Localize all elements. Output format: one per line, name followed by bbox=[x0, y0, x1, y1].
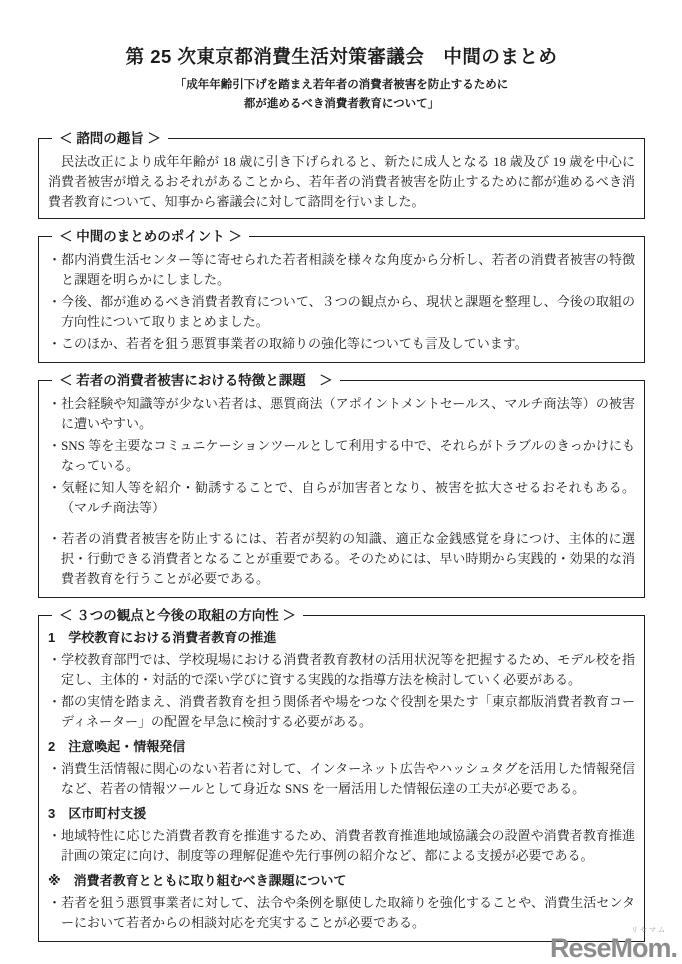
section-directions-box bbox=[38, 608, 645, 942]
section-shimon-heading: ＜ 諮問の趣旨 ＞ bbox=[52, 129, 168, 148]
resemom-logo-tagline: リセマム bbox=[631, 927, 667, 934]
subsection-1-title: 1 学校教育における消費者教育の推進 bbox=[48, 630, 277, 645]
subsection-3-title: 3 区市町村支援 bbox=[48, 806, 147, 821]
section-features-bullet-2: ・SNS 等を主要なコミュニケーションツールとして利用する中で、それらがトラブルのきっかけにもなっている。 bbox=[48, 438, 635, 473]
section-shimon-body: 民法改正により成年年齢が 18 歳に引き下げられると、新たに成人となる 18 歳及び 19 歳を中心に消費者被害が増えるおそれがあることから、若年者の消費者被害を防止するために都が進めるべき消費者教育について、知事から審議会に対して諮問を行いました。 bbox=[48, 154, 635, 209]
section-points-bullet-2: ・今後、都が進めるべき消費者教育について、３つの観点から、現状と課題を整理し、今後の取組の方向性について取りまとめました。 bbox=[48, 294, 635, 329]
section-features-bullet-4: ・若者の消費者被害を防止するには、若者が契約の知識、適正な金銭感覚を身につけ、主体的に選択・行動できる消費者となることが重要である。そのためには、早い時期から実践的・効果的な消費者教育を行うことが必要である。 bbox=[48, 531, 635, 586]
section-features-box bbox=[38, 373, 645, 598]
subsection-note-bullet-1: ・若者を狙う悪質事業者に対して、法令や条例を駆使した取締りを強化することや、消費生活センターにおいて若者からの相談対応を充実することが必要である。 bbox=[48, 895, 635, 930]
resemom-logo-wordmark: ReseMom. bbox=[549, 933, 677, 963]
section-points-bullet-3: ・このほか、若者を狙う悪質事業者の取締りの強化等についても言及しています。 bbox=[48, 336, 528, 351]
resemom-logo bbox=[550, 927, 677, 962]
section-shimon-box bbox=[38, 131, 645, 219]
section-features-bullet-3: ・気軽に知人等を紹介・勧誘することで、自らが加害者となり、被害を拡大させるおそれもある。（マルチ商法等） bbox=[48, 480, 635, 515]
section-features-heading: ＜ 若者の消費者被害における特徴と課題 ＞ bbox=[52, 371, 340, 390]
subsection-1-bullet-1: ・学校教育部門では、学校現場における消費者教育教材の活用状況等を把握するため、モデル校を指定し、主体的・対話的で深い学びに資する実践的な指導方法を検討していく必要がある。 bbox=[48, 652, 635, 687]
page-subtitle bbox=[38, 76, 645, 114]
page-subtitle-line-1: 「成年年齢引下げを踏まえ若年者の消費者被害を防止するために bbox=[174, 79, 509, 91]
section-points-heading: ＜ 中間のまとめのポイント ＞ bbox=[52, 227, 249, 246]
subsection-2-title: 2 注意喚起・情報発信 bbox=[48, 739, 186, 754]
subsection-1-bullet-2: ・都の実情を踏まえ、消費者教育を担う関係者や場をつなぐ役割を果たす「東京都版消費者教育コーディネーター」の配置を早急に検討する必要がある。 bbox=[48, 694, 635, 729]
page-title: 第 25 次東京都消費生活対策審議会 中間のまとめ bbox=[125, 46, 558, 67]
section-directions-heading: ＜ ３つの観点と今後の取組の方向性 ＞ bbox=[52, 606, 303, 625]
subsection-note-title: ※ 消費者教育とともに取り組むべき課題について bbox=[48, 873, 347, 888]
section-features-bullet-1: ・社会経験や知識等が少ない若者は、悪質商法（アポイントメントセールス、マルチ商法等）の被害に遭いやすい。 bbox=[48, 396, 635, 431]
subsection-2-bullet-1: ・消費生活情報に関心のない若者に対して、インターネット広告やハッシュタグを活用した情報発信など、若者の情報ツールとして身近な SNS を一層活用した情報伝達の工夫が必要である。 bbox=[48, 761, 635, 796]
page-subtitle-line-2: 都が進めるべき消費者教育について」 bbox=[243, 98, 440, 110]
subsection-3-bullet-1: ・地域特性に応じた消費者教育を推進するため、消費者教育推進地域協議会の設置や消費者教育推進計画の策定に向け、制度等の理解促進や先行事例の紹介など、都による支援が必要である。 bbox=[48, 828, 635, 863]
section-points-box bbox=[38, 229, 645, 363]
section-points-bullet-1: ・都内消費生活センター等に寄せられた若者相談を様々な角度から分析し、若者の消費者被害の特徴と課題を明らかにしました。 bbox=[48, 252, 635, 287]
